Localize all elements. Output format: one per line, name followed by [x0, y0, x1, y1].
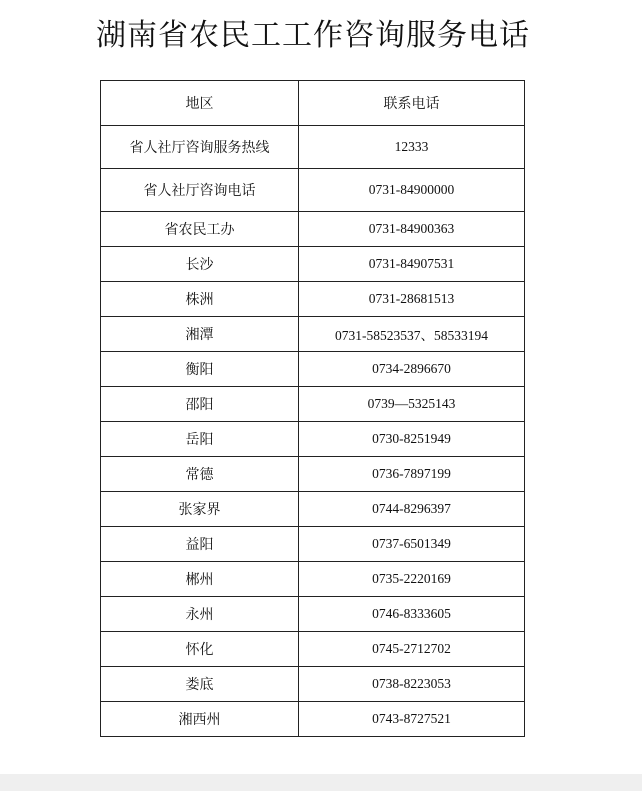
table-row: [101, 667, 525, 702]
region-cell: 长沙: [101, 247, 299, 282]
table-row: [101, 212, 525, 247]
table-row: [101, 169, 525, 212]
phone-cell: 0736-7897199: [299, 457, 525, 492]
region-cell: 邵阳: [101, 387, 299, 422]
region-cell: 衡阳: [101, 352, 299, 387]
region-cell: 益阳: [101, 527, 299, 562]
phone-cell: 0734-2896670: [299, 352, 525, 387]
region-cell: 张家界: [101, 492, 299, 527]
table-row: [101, 352, 525, 387]
phone-cell: 0745-2712702: [299, 632, 525, 667]
phone-cell: 0730-8251949: [299, 422, 525, 457]
region-cell: 省农民工办: [101, 212, 299, 247]
header-region: 地区: [101, 81, 299, 126]
region-cell: 娄底: [101, 667, 299, 702]
header-phone: 联系电话: [299, 81, 525, 126]
region-cell: 常德: [101, 457, 299, 492]
phone-cell: 0738-8223053: [299, 667, 525, 702]
region-cell: 怀化: [101, 632, 299, 667]
phone-cell: 0731-84907531: [299, 247, 525, 282]
bottom-border-strip: [0, 774, 642, 791]
phone-table: [100, 80, 525, 737]
phone-cell: 0731-84900000: [299, 169, 525, 212]
table-row: [101, 597, 525, 632]
table-row: [101, 632, 525, 667]
region-cell: 湘西州: [101, 702, 299, 737]
table-row: [101, 527, 525, 562]
phone-cell: 0744-8296397: [299, 492, 525, 527]
phone-cell: 0737-6501349: [299, 527, 525, 562]
region-cell: 省人社厅咨询服务热线: [101, 126, 299, 169]
region-cell: 湘潭: [101, 317, 299, 352]
region-cell: 郴州: [101, 562, 299, 597]
region-cell: 永州: [101, 597, 299, 632]
table-row: [101, 492, 525, 527]
region-cell: 株洲: [101, 282, 299, 317]
table-row: [101, 126, 525, 169]
page-title: 湖南省农民工工作咨询服务电话: [96, 18, 530, 53]
phone-cell: 0731-84900363: [299, 212, 525, 247]
table-row: [101, 422, 525, 457]
phone-cell: 0731-28681513: [299, 282, 525, 317]
phone-cell: 0739—5325143: [299, 387, 525, 422]
phone-cell: 12333: [299, 126, 525, 169]
phone-cell: 0743-8727521: [299, 702, 525, 737]
phone-cell: 0735-2220169: [299, 562, 525, 597]
table-row: [101, 562, 525, 597]
table-row: [101, 247, 525, 282]
table-header-row: [101, 81, 525, 126]
table-row: [101, 282, 525, 317]
table-row: [101, 387, 525, 422]
region-cell: 省人社厅咨询电话: [101, 169, 299, 212]
phone-cell: 0746-8333605: [299, 597, 525, 632]
phone-cell: 0731-58523537、58533194: [299, 317, 525, 352]
region-cell: 岳阳: [101, 422, 299, 457]
table-row: [101, 457, 525, 492]
table-row: [101, 702, 525, 737]
table-row: [101, 317, 525, 352]
